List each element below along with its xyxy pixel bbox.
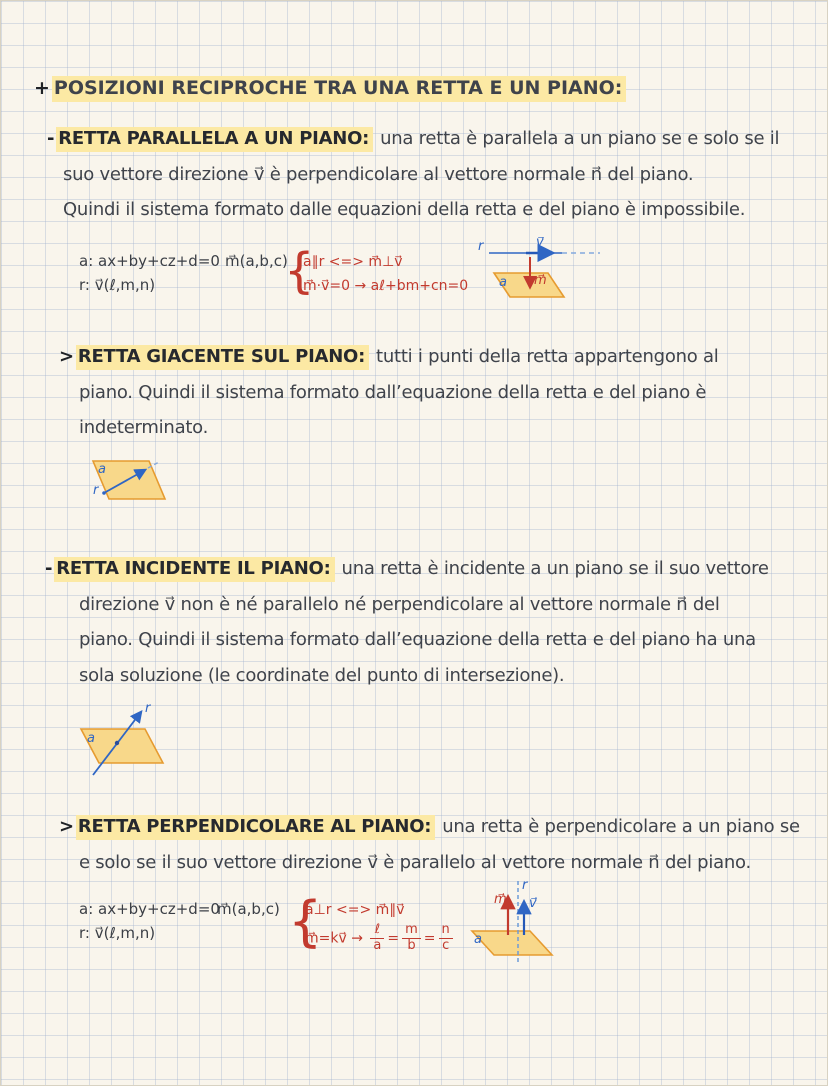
equals-sign: = [423, 930, 436, 947]
plane-a-label: a [499, 275, 507, 290]
intersection-point [115, 741, 119, 745]
system-condition: a∥r <=> m⃗⊥v⃗ [303, 254, 403, 270]
line-r-label: r [522, 878, 528, 893]
parallel-diagram [476, 237, 611, 305]
plane-a-label: a [87, 731, 95, 746]
body-line: piano. Quindi il sistema formato dall’equazione della retta e del piano è [79, 381, 707, 403]
body-text: tutti i punti della retta appartengono al [376, 346, 719, 367]
section-bullet: - [47, 128, 55, 149]
fraction-n-c: $\frac{n}{c}$ [439, 923, 453, 954]
body-line [59, 339, 799, 375]
plane-equation: a: ax+by+cz+d=0 [79, 900, 220, 918]
incidente-diagram [59, 699, 179, 781]
section-heading: RETTA GIACENTE SUL PIANO: [76, 345, 369, 370]
section-retta-incidente [45, 551, 809, 693]
section-bullet: - [45, 558, 53, 579]
system-result [305, 923, 456, 954]
body-text: una retta è parallela a un piano se e solo se il [380, 128, 780, 149]
body-line: suo vettore direzione v⃗ è perpendicolare al vettore normale n⃗ del piano. [63, 163, 694, 185]
body-line: sola soluzione (le coordinate del punto di intersezione). [79, 664, 565, 686]
title-bullet: + [34, 77, 50, 99]
body-line: Quindi il sistema formato dalle equazioni della retta e del piano è impossibile. [63, 199, 746, 220]
section-heading: RETTA PARALLELA A UN PIANO: [56, 127, 373, 152]
plane-a-label: a [474, 932, 482, 947]
line-r-label: r [93, 483, 99, 498]
section-bullet: > [59, 346, 74, 367]
system-brace: { [288, 890, 323, 953]
body-line: e solo se il suo vettore direzione v⃗ è parallelo al vettore normale n⃗ del piano. [79, 851, 751, 873]
page-title [34, 77, 626, 99]
body-line [45, 551, 809, 587]
vector-v-label: v⃗ [536, 237, 544, 250]
fraction-m-b: $\frac{m}{b}$ [402, 923, 421, 954]
section-retta-perpendicolare [59, 809, 809, 880]
system-brace: { [284, 243, 315, 299]
normal-vector: m⃗(a,b,c) [217, 900, 280, 918]
section-retta-giacente [59, 339, 799, 446]
line-equation: r: v⃗(ℓ,m,n) [79, 924, 156, 942]
vector-m-label: m⃗ [534, 273, 547, 288]
body-line: direzione v⃗ non è né parallelo né perpendicolare al vettore normale n⃗ del [79, 593, 720, 615]
body-line: piano. Quindi il sistema formato dall’equazione della retta e del piano ha una [79, 629, 756, 650]
vector-m-label: m⃗ [494, 892, 507, 907]
fraction-l-a: $\frac{\text{ℓ}}{a}$ [370, 923, 384, 954]
line-equation: r: v⃗(ℓ,m,n) [79, 276, 156, 294]
plane-a-label: a [98, 462, 106, 477]
perpendicolare-diagram [456, 875, 576, 971]
equals-sign: = [387, 930, 400, 947]
system-result-prefix: m⃗=kv⃗ → [305, 930, 368, 947]
section-bullet: > [59, 816, 74, 837]
system-condition: a⊥r <=> m⃗∥v⃗ [305, 902, 405, 918]
body-line [59, 809, 809, 845]
body-line: indeterminato. [79, 417, 209, 438]
system-result: m⃗·v⃗=0 → aℓ+bm+cn=0 [303, 278, 469, 294]
line-r-label: r [478, 239, 484, 254]
body-line [47, 121, 808, 157]
body-text: una retta è perpendicolare a un piano se [442, 816, 800, 837]
section-heading: RETTA PERPENDICOLARE AL PIANO: [76, 815, 435, 840]
plane-a-shape [472, 931, 552, 955]
normal-vector: m⃗(a,b,c) [225, 252, 288, 270]
vector-v-label: v⃗ [529, 896, 537, 911]
line-r-label: r [145, 701, 151, 716]
giacente-diagram [73, 449, 178, 513]
section-heading: RETTA INCIDENTE IL PIANO: [54, 557, 334, 582]
section-retta-parallela [47, 121, 808, 228]
title-text: POSIZIONI RECIPROCHE TRA UNA RETTA E UN PIANO: [52, 76, 626, 102]
body-text: una retta è incidente a un piano se il suo vettore [341, 558, 769, 579]
plane-equation: a: ax+by+cz+d=0 [79, 252, 220, 270]
